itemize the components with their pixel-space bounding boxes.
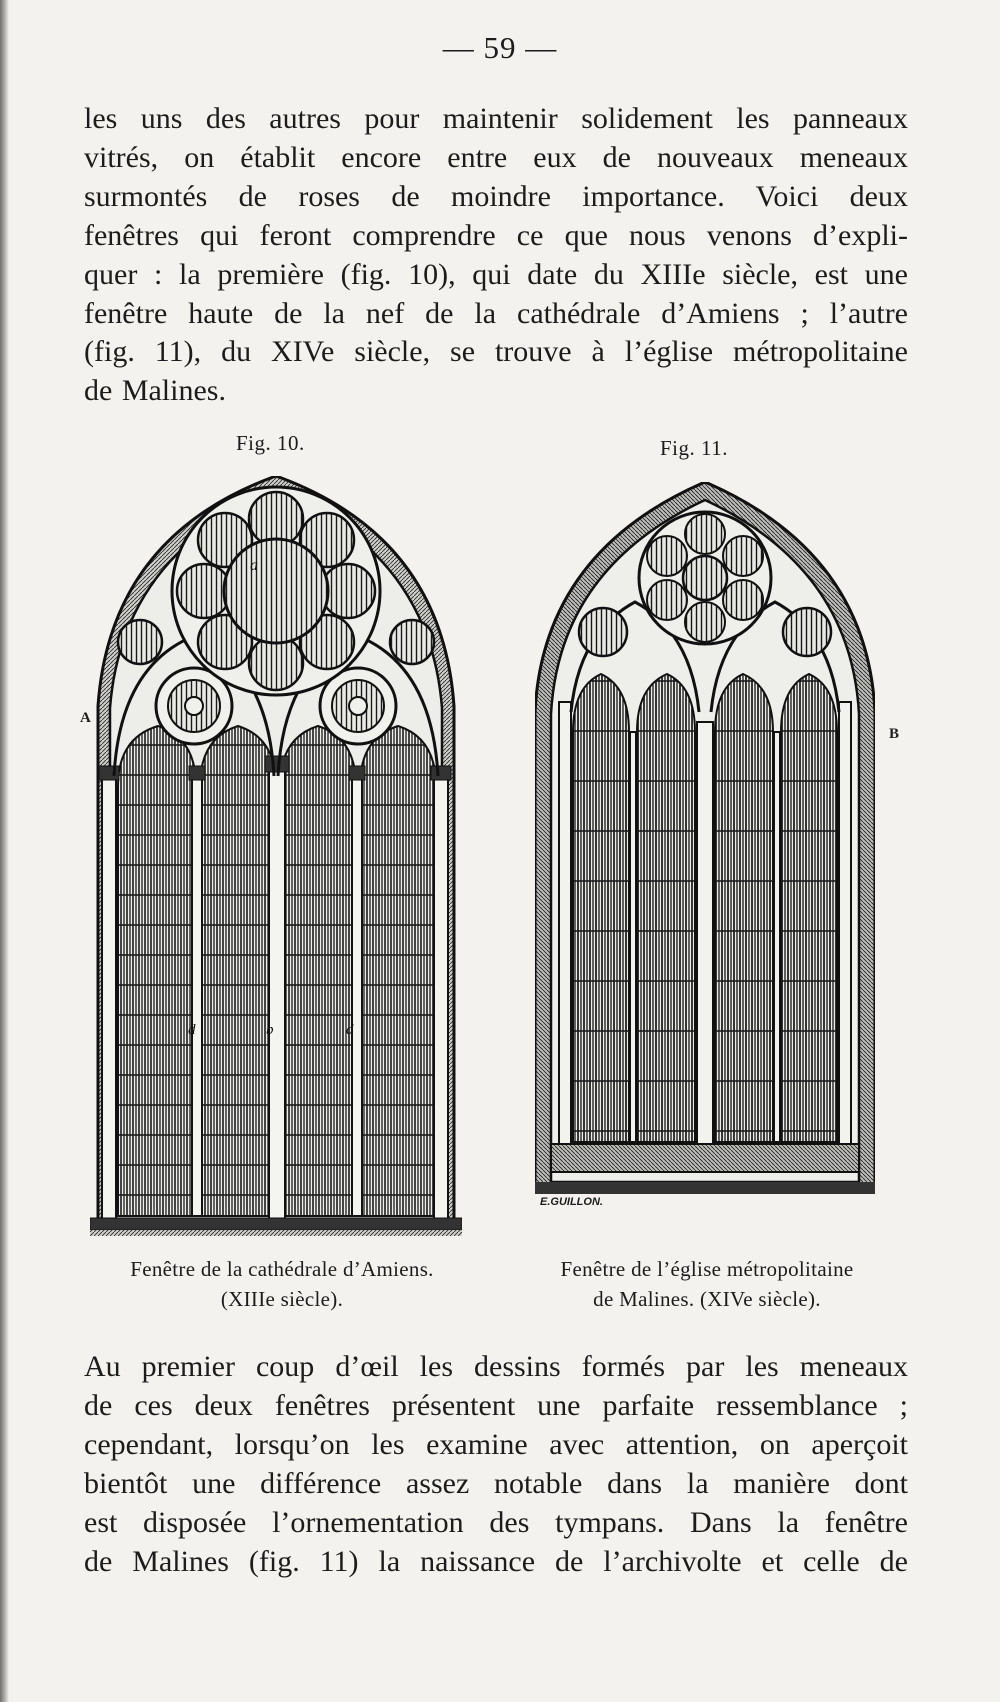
- paragraph-intro: [84, 100, 908, 411]
- page-number: — 59 —: [442, 30, 558, 65]
- page-edge: [0, 0, 9, 1702]
- text-line: de ces deux fenêtres présentent une parfaite ressemblance ;: [84, 1388, 908, 1422]
- caption-line: (XIIIe siècle).: [220, 1287, 344, 1311]
- text-line: est disposée l’ornementation des tympans. Dans la fenêtre: [84, 1505, 908, 1539]
- text-line: cependant, lorsqu’on les examine avec attention, on aperçoit: [84, 1427, 908, 1461]
- figure-11-illustration: [535, 482, 875, 1194]
- text-line: fenêtre haute de la nef de la cathédrale d’Amiens ; l’autre: [84, 296, 908, 330]
- engraver-signature: E.GUILLON.: [540, 1196, 603, 1208]
- figure-11-caption: [512, 1254, 902, 1314]
- text-line: fenêtres qui feront comprendre ce que nous venons d’expli-: [84, 218, 908, 252]
- figure-10-caption: [92, 1254, 472, 1314]
- text-line: bientôt une différence assez notable dans la manière dont: [84, 1466, 908, 1500]
- text-line: surmontés de roses de moindre importance. Voici deux: [84, 179, 908, 213]
- text-line: Au premier coup d’œil les dessins formés par les meneaux: [84, 1350, 908, 1383]
- figure-11-label: Fig. 11.: [660, 436, 728, 460]
- figure-11-letter: B: [889, 726, 900, 742]
- text-line: vitrés, on établit encore entre eux de nouveaux meneaux: [84, 140, 908, 174]
- text-line: de Malines (fig. 11) la naissance de l’archivolte et celle de: [84, 1544, 908, 1578]
- figure-10-inner-letter: d: [346, 1022, 354, 1038]
- figure-10-inner-letter: d: [188, 1022, 196, 1038]
- text-line: de Malines.: [84, 374, 226, 408]
- text-line: les uns des autres pour maintenir solidement les panneaux: [84, 102, 908, 135]
- figure-10-inner-letter: a: [250, 557, 258, 574]
- figure-10-letter: A: [80, 710, 91, 726]
- caption-line: de Malines. (XIVe siècle).: [593, 1287, 821, 1311]
- figure-10-illustration: [90, 476, 462, 1236]
- figure-10-label: Fig. 10.: [236, 431, 305, 455]
- caption-line: Fenêtre de la cathédrale d’Amiens.: [130, 1257, 434, 1281]
- caption-line: Fenêtre de l’église métropolitaine: [560, 1257, 854, 1281]
- figure-10-inner-letter: b: [266, 1022, 274, 1038]
- paragraph-comparison: [84, 1348, 908, 1581]
- text-line: (fig. 11), du XIVe siècle, se trouve à l’église métropolitaine: [84, 335, 908, 369]
- text-line: quer : la première (fig. 10), qui date du XIIIe siècle, est une: [84, 257, 908, 291]
